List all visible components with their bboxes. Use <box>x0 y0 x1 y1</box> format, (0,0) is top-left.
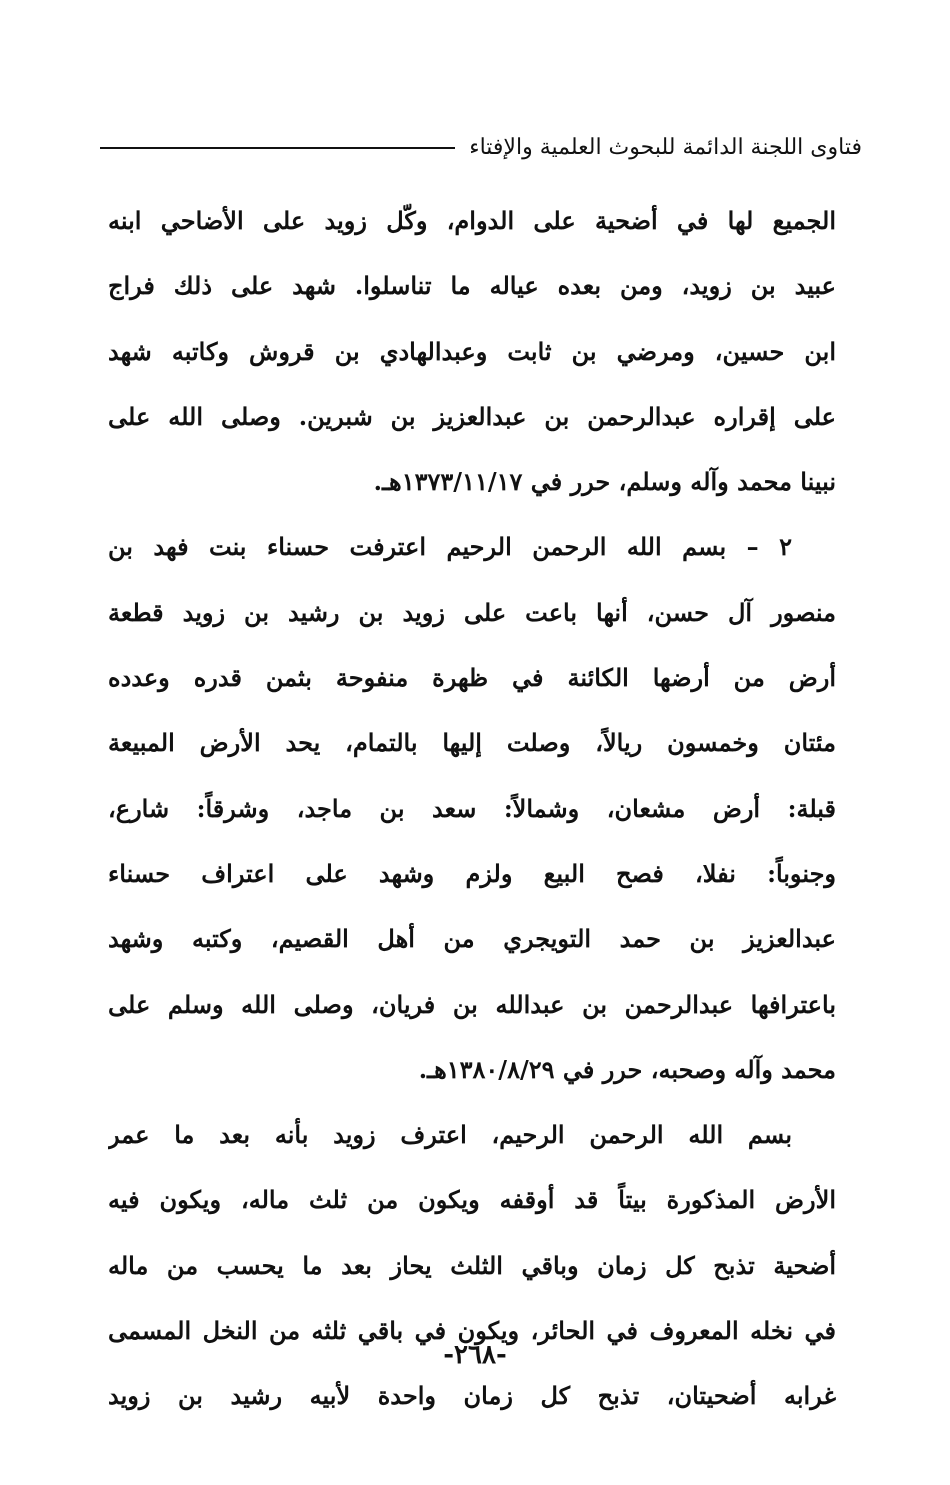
running-header <box>100 125 862 169</box>
paragraph <box>108 514 836 1102</box>
text-line: الجميع لها في أضحية على الدوام، وكّل زويد على الأضاحي ابنه <box>108 206 836 235</box>
text-line: قبلة: أرض مشعان، وشمالاً: سعد بن ماجد، وشرقاً: شارع، <box>108 793 836 823</box>
paragraph <box>108 1102 836 1428</box>
text-line: منصور آل حسن، أنها باعت على زويد بن رشيد بن زويد قطعة <box>108 597 836 627</box>
text-line: عبيد بن زويد، ومن بعده عياله ما تناسلوا. شهد على ذلك فراج <box>108 271 836 301</box>
text-line: مئتان وخمسون ريالاً، وصلت إليها بالتمام، يحد الأرض المبيعة <box>108 728 836 758</box>
text-line: باعترافها عبدالرحمن بن عبدالله بن فريان، وصلى الله وسلم على <box>108 989 836 1019</box>
body-text <box>108 188 836 1429</box>
text-line: على إقراره عبدالرحمن بن عبدالعزيز بن شبرين. وصلى الله على <box>108 401 836 431</box>
text-line: ابن حسين، ومرضي بن ثابت وعبدالهادي بن قروش وكاتبه شهد <box>108 336 836 366</box>
header-rule <box>100 147 455 149</box>
text-line: بسم الله الرحمن الرحيم، اعترف زويد بأنه بعد ما عمر <box>108 1120 792 1150</box>
text-line: أرض من أرضها الكائنة في ظهرة منفوحة بثمن قدره وعدده <box>108 663 836 693</box>
text-line: غرابه أضحيتان، تذبح كل زمان واحدة لأبيه رشيد بن زويد <box>108 1381 836 1411</box>
text-line: ٢ – بسم الله الرحمن الرحيم اعترفت حسناء بنت فهد بن <box>108 532 792 562</box>
text-line: في نخله المعروف في الحائر، ويكون في باقي ثلثه من النخل المسمى <box>108 1316 836 1346</box>
paragraph <box>108 188 836 514</box>
text-line: الأرض المذكورة بيتاً قد أوقفه ويكون من ثلث ماله، ويكون فيه <box>108 1185 836 1215</box>
page-number: -٢٦٨- <box>443 1340 507 1370</box>
text-line: عبدالعزيز بن حمد التويجري من أهل القصيم، وكتبه وشهد <box>108 924 836 954</box>
text-line: محمد وآله وصحبه، حرر في ١٣٨٠/٨/٢٩هـ. <box>418 1054 836 1084</box>
text-line: وجنوباً: نفلا، فصح البيع ولزم وشهد على اعتراف حسناء <box>108 858 836 888</box>
book-title: فتاوى اللجنة الدائمة للبحوث العلمية والإفتاء <box>469 134 862 160</box>
text-line: أضحية تذبح كل زمان وباقي الثلث يحاز بعد ما يحسب من ماله <box>108 1250 836 1280</box>
text-line: نبينا محمد وآله وسلم، حرر في ١٣٧٣/١١/١٧هـ. <box>373 467 836 497</box>
